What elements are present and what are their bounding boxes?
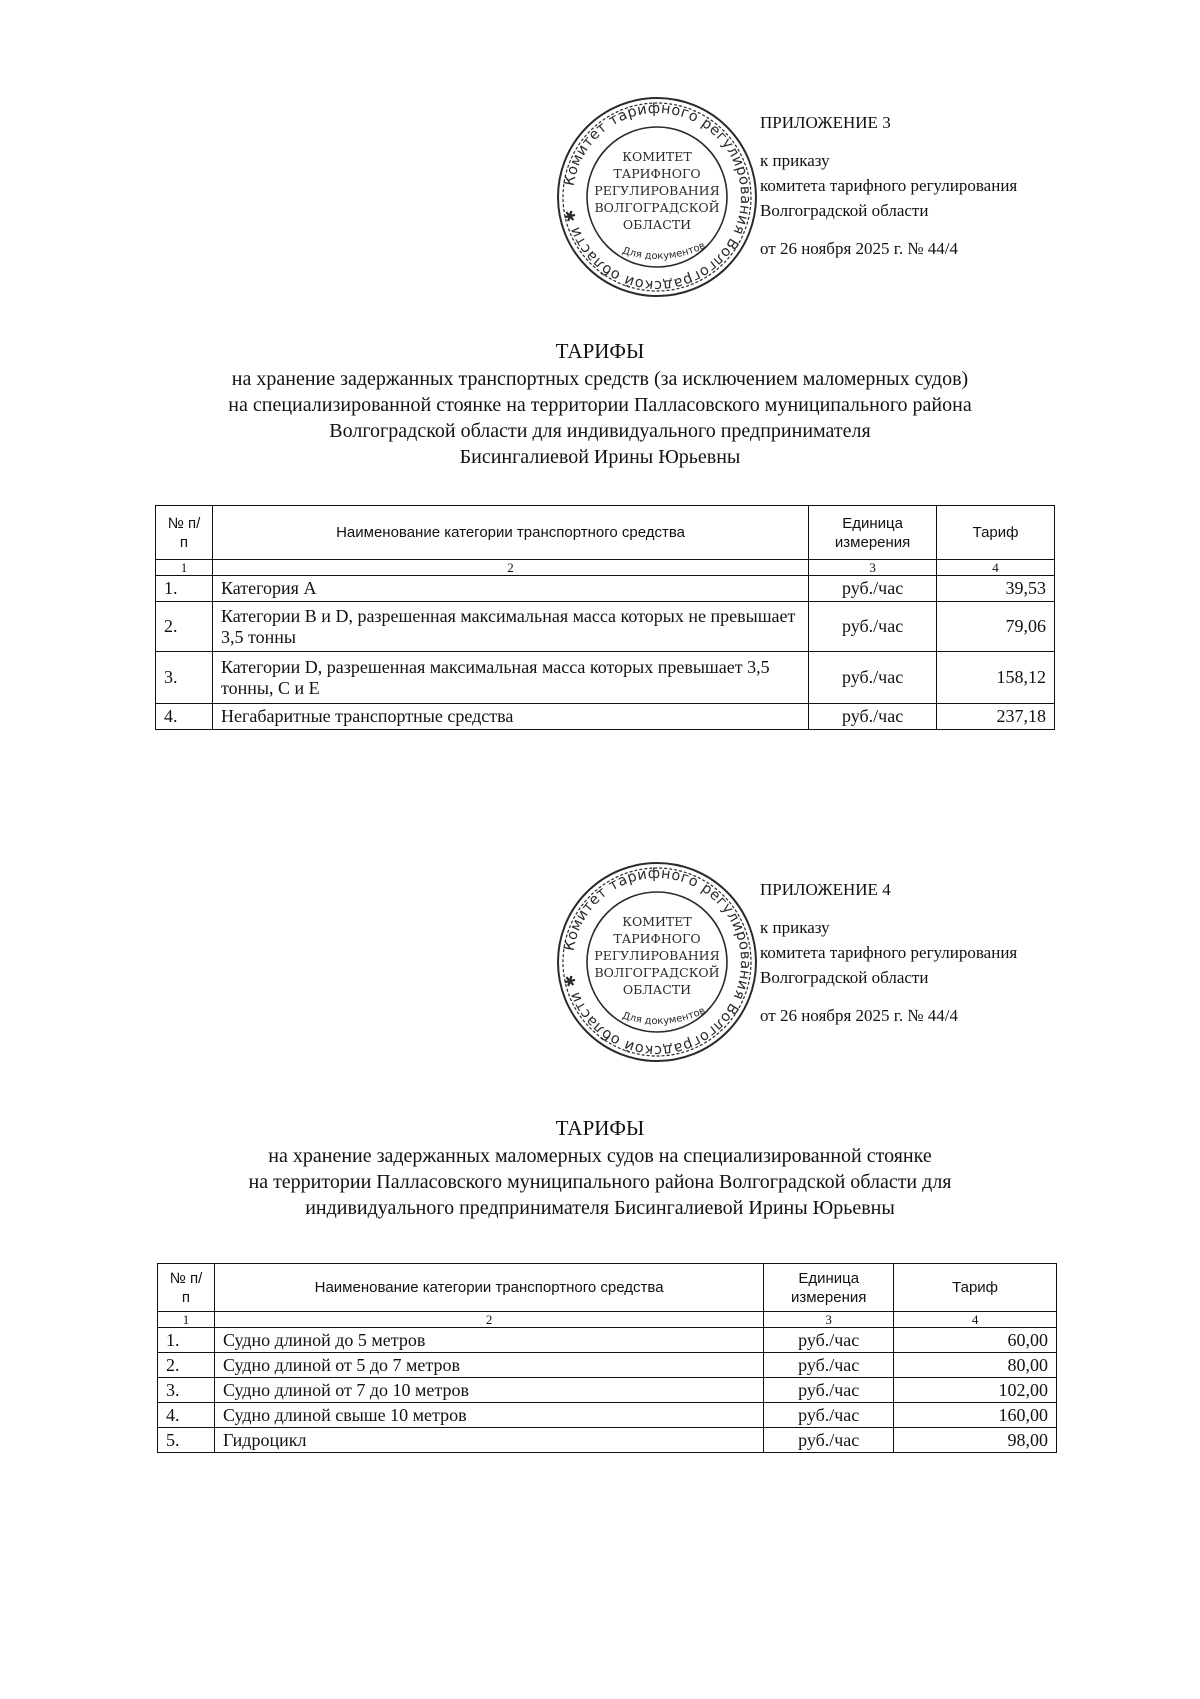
svg-text:ВОЛГОГРАДСКОЙ: ВОЛГОГРАДСКОЙ <box>594 965 720 980</box>
row-category: Категории B и D, разрешенная максимальная масса которых не превышает 3,5 тонны <box>212 602 808 652</box>
col-header-name: Наименование категории транспортного средства <box>214 1264 763 1312</box>
annex-title: ПРИЛОЖЕНИЕ 4 <box>760 880 891 899</box>
row-category: Негабаритные транспортные средства <box>212 704 808 730</box>
annex-3-header <box>760 110 1017 261</box>
table-row <box>156 652 1055 704</box>
subtitle-line: Бисингалиевой Ирины Юрьевны <box>459 446 741 468</box>
subtitle-line: индивидуального предпринимателя Бисингалиевой Ирины Юрьевны <box>305 1197 895 1219</box>
table-row <box>158 1428 1057 1453</box>
col-number: 4 <box>894 1312 1057 1328</box>
column-numbers-row <box>158 1312 1057 1328</box>
table-header-row <box>158 1264 1057 1312</box>
annex-region: Волгоградской области <box>760 201 929 220</box>
annex-committee: комитета тарифного регулирования <box>760 176 1018 195</box>
svg-text:ВОЛГОГРАДСКОЙ: ВОЛГОГРАДСКОЙ <box>594 200 720 215</box>
annex-committee: комитета тарифного регулирования <box>760 943 1018 962</box>
svg-text:Для документов <box>621 1005 707 1027</box>
table-row <box>156 602 1055 652</box>
row-number: 3. <box>156 652 213 704</box>
row-category: Судно длиной от 5 до 7 метров <box>214 1353 763 1378</box>
row-unit: руб./час <box>764 1428 894 1453</box>
row-category: Категория А <box>212 576 808 602</box>
col-number: 1 <box>156 560 213 576</box>
row-category: Категории D, разрешенная максимальная масса которых превышает 3,5 тонны, С и Е <box>212 652 808 704</box>
annex-date: от 26 ноября 2025 г. № 44/4 <box>760 239 959 258</box>
row-category: Судно длиной свыше 10 метров <box>214 1403 763 1428</box>
row-tariff: 237,18 <box>937 704 1055 730</box>
col-number: 3 <box>809 560 937 576</box>
subtitle-line: Волгоградской области для индивидуального предпринимателя <box>329 420 871 442</box>
svg-text:Для документов <box>621 240 707 262</box>
seal-ring-text: Комитет тарифного регулирования Волгоградской области ✱ <box>561 100 754 294</box>
row-category: Судно длиной от 7 до 10 метров <box>214 1378 763 1403</box>
row-unit: руб./час <box>809 576 937 602</box>
svg-text:РЕГУЛИРОВАНИЯ: РЕГУЛИРОВАНИЯ <box>594 183 720 198</box>
col-header-tariff: Тариф <box>894 1264 1057 1312</box>
section-2-title <box>0 1115 1200 1221</box>
col-header-name: Наименование категории транспортного средства <box>212 506 808 560</box>
subtitle-line: на специализированной стоянке на территории Палласовского муниципального района <box>228 394 972 416</box>
row-tariff: 79,06 <box>937 602 1055 652</box>
annex-order-ref: к приказу <box>760 151 830 170</box>
table-row <box>156 576 1055 602</box>
row-tariff: 39,53 <box>937 576 1055 602</box>
row-number: 3. <box>158 1378 215 1403</box>
tariffs-heading: ТАРИФЫ <box>555 1116 645 1140</box>
table-header-row <box>156 506 1055 560</box>
seal-ring-text: Комитет тарифного регулирования Волгоградской области ✱ <box>561 865 754 1059</box>
row-unit: руб./час <box>764 1378 894 1403</box>
col-number: 1 <box>158 1312 215 1328</box>
row-unit: руб./час <box>764 1353 894 1378</box>
row-unit: руб./час <box>809 652 937 704</box>
svg-text:ТАРИФНОГО: ТАРИФНОГО <box>613 931 701 946</box>
svg-text:ОБЛАСТИ: ОБЛАСТИ <box>622 217 692 232</box>
row-tariff: 98,00 <box>894 1428 1057 1453</box>
column-numbers-row <box>156 560 1055 576</box>
subtitle-line: на хранение задержанных транспортных средств (за исключением маломерных судов) <box>231 368 969 390</box>
row-tariff: 60,00 <box>894 1328 1057 1353</box>
annex-region: Волгоградской области <box>760 968 929 987</box>
col-number: 2 <box>212 560 808 576</box>
svg-text:КОМИТЕТ: КОМИТЕТ <box>622 914 692 929</box>
row-tariff: 80,00 <box>894 1353 1057 1378</box>
row-unit: руб./час <box>764 1328 894 1353</box>
row-number: 1. <box>158 1328 215 1353</box>
row-number: 4. <box>158 1403 215 1428</box>
tariffs-table-small-vessels <box>157 1263 1057 1453</box>
row-category: Гидроцикл <box>214 1428 763 1453</box>
row-number: 2. <box>156 602 213 652</box>
row-number: 5. <box>158 1428 215 1453</box>
col-header-number: № п/п <box>156 506 213 560</box>
row-unit: руб./час <box>809 602 937 652</box>
annex-4-header <box>760 877 1017 1028</box>
svg-text:КОМИТЕТ: КОМИТЕТ <box>622 149 692 164</box>
annex-date: от 26 ноября 2025 г. № 44/4 <box>760 1006 959 1025</box>
section-1-title <box>0 338 1200 470</box>
row-unit: руб./час <box>764 1403 894 1428</box>
row-tariff: 102,00 <box>894 1378 1057 1403</box>
svg-text:ОБЛАСТИ: ОБЛАСТИ <box>622 982 692 997</box>
annex-title: ПРИЛОЖЕНИЕ 3 <box>760 113 891 132</box>
subtitle-line: на территории Палласовского муниципального района Волгоградской области для <box>248 1171 952 1193</box>
col-header-unit: Единица измерения <box>764 1264 894 1312</box>
col-header-number: № п/п <box>158 1264 215 1312</box>
official-seal-stamp <box>555 95 759 299</box>
table-row <box>158 1378 1057 1403</box>
official-seal-stamp <box>555 860 759 1064</box>
svg-text:ТАРИФНОГО: ТАРИФНОГО <box>613 166 701 181</box>
table-row <box>158 1328 1057 1353</box>
tariffs-table-vehicles <box>155 505 1055 730</box>
svg-text:РЕГУЛИРОВАНИЯ: РЕГУЛИРОВАНИЯ <box>594 948 720 963</box>
col-number: 3 <box>764 1312 894 1328</box>
row-number: 2. <box>158 1353 215 1378</box>
row-number: 4. <box>156 704 213 730</box>
row-number: 1. <box>156 576 213 602</box>
col-number: 4 <box>937 560 1055 576</box>
table-row <box>156 704 1055 730</box>
col-header-unit: Единица измерения <box>809 506 937 560</box>
annex-order-ref: к приказу <box>760 918 830 937</box>
seal-bottom-text: Для документов <box>620 240 707 263</box>
row-tariff: 158,12 <box>937 652 1055 704</box>
col-header-tariff: Тариф <box>937 506 1055 560</box>
col-number: 2 <box>214 1312 763 1328</box>
table-row <box>158 1353 1057 1378</box>
table-row <box>158 1403 1057 1428</box>
tariffs-heading: ТАРИФЫ <box>555 339 645 363</box>
subtitle-line: на хранение задержанных маломерных судов на специализированной стоянке <box>268 1145 932 1167</box>
row-tariff: 160,00 <box>894 1403 1057 1428</box>
seal-bottom-text: Для документов <box>620 1005 707 1028</box>
row-unit: руб./час <box>809 704 937 730</box>
row-category: Судно длиной до 5 метров <box>214 1328 763 1353</box>
